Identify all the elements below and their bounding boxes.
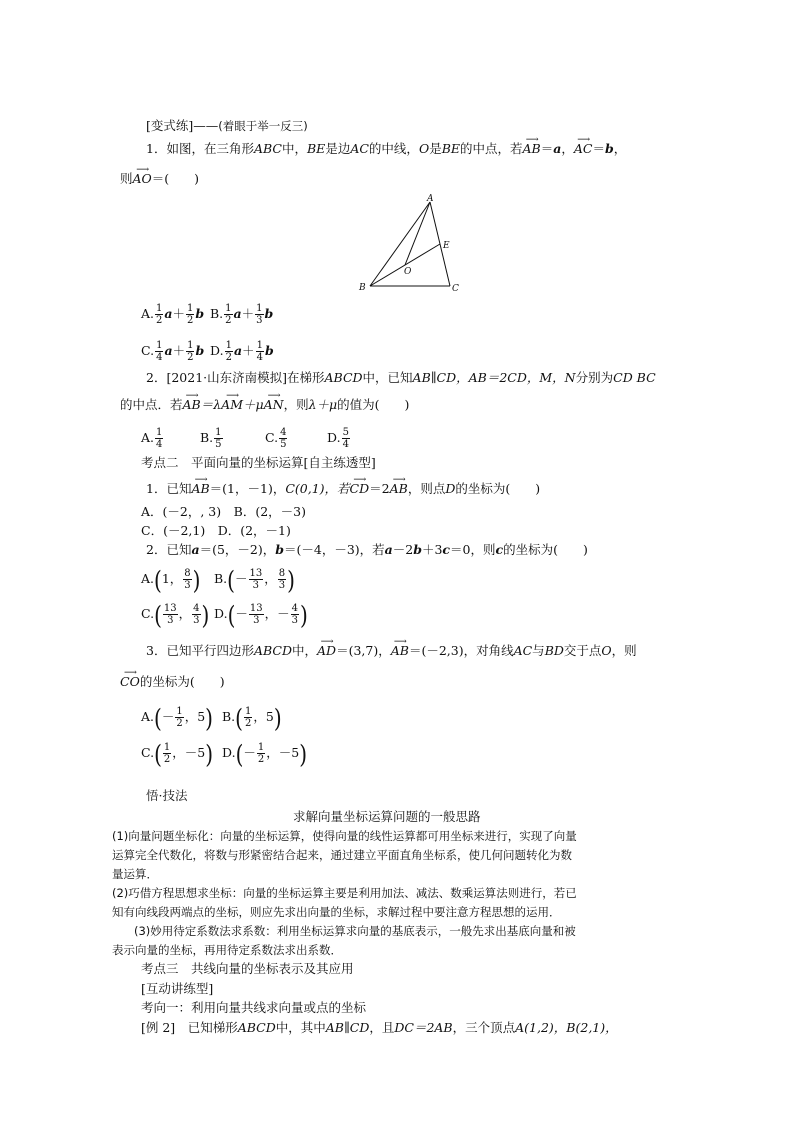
paren-left: (: [235, 702, 243, 733]
s2q2-a: a: [191, 542, 200, 557]
q1-vec-ab: ⟶ AB: [523, 141, 541, 157]
frac-den: 2: [176, 718, 183, 729]
opt-label: A.: [141, 430, 155, 445]
opt-post: ，－5: [172, 745, 206, 760]
opt-label: A.: [141, 306, 155, 321]
q2-plus: ＋μ: [243, 397, 264, 412]
s2q3-t3: ＝(－2,3)，对角线: [408, 643, 514, 658]
frac-num: 1: [257, 742, 265, 753]
label-o: O: [404, 267, 412, 277]
opt-label: D.: [327, 430, 341, 445]
opt-plus: ＋: [241, 306, 255, 321]
example-t3: ，三个顶点: [452, 1020, 516, 1035]
paren-left: (: [227, 599, 236, 630]
opt-pre: －: [235, 606, 248, 621]
s2q2-tail: 的坐标为( ): [503, 542, 588, 557]
method-p3b: 表示向量的坐标，再用待定系数法求出系数．: [112, 943, 342, 957]
s2q2-t2: ＝(－4，－3)，若: [283, 542, 385, 557]
opt-label: C.: [141, 343, 155, 358]
paren-left: (: [235, 738, 244, 769]
paren-left: (: [154, 564, 162, 595]
opt-post: ，5: [253, 709, 274, 724]
frac-num: 4: [193, 603, 200, 614]
frac-num: 1: [225, 340, 232, 351]
frac-den: 3: [278, 580, 286, 591]
q2-option-c[interactable]: [265, 427, 288, 450]
paren-right: ): [273, 702, 282, 733]
q1-ac: AC: [350, 141, 369, 156]
s2q3-abcd: ABCD: [253, 643, 292, 658]
s2q2-option-b[interactable]: [214, 564, 295, 595]
s2q3-tail: 的坐标为( ): [139, 674, 225, 689]
frac: [163, 742, 171, 765]
opt-label: B.: [214, 571, 228, 586]
opt-label: A.: [141, 571, 155, 586]
frac-den: 4: [156, 352, 163, 363]
frac: [224, 303, 232, 326]
q1-o: O: [418, 141, 430, 156]
q2-t1: 中，已知: [362, 370, 413, 385]
q2-vec-ab: ⟶ AB: [183, 397, 201, 413]
s2q1-t1: ＝(1，－1)，: [209, 481, 286, 496]
section-header-dash: ——: [193, 118, 219, 133]
frac-num: 1: [156, 340, 163, 351]
method-p3a: (3)妙用待定系数法求系数：利用坐标运算求向量的基底表示，一般先求出基底向量和被: [134, 924, 576, 938]
edge-ab: [370, 202, 430, 286]
q2-tail: 的值为( ): [337, 397, 410, 412]
opt-var: a: [164, 306, 173, 321]
frac-num: 1: [187, 340, 194, 351]
frac-den: 2: [257, 754, 265, 765]
q2-line2-post: ，则: [283, 397, 309, 412]
frac: [155, 340, 163, 363]
opt-label: D.: [214, 606, 228, 621]
frac: [225, 340, 233, 363]
q1-b: b: [605, 141, 614, 156]
method-label: 悟·技法: [146, 788, 188, 803]
s2q2-eq-c: c: [442, 542, 451, 557]
s2q2-p3: ＋3: [421, 542, 443, 557]
s2q2-option-a[interactable]: [141, 564, 201, 595]
q2-vec-an: ⟶ AN: [264, 397, 284, 413]
s2q1-line: [146, 481, 540, 497]
frac: [186, 303, 194, 326]
q2-cdbc: CD BC: [613, 370, 656, 385]
s2q3-t6: ，则: [611, 643, 637, 658]
method-title: 求解向量坐标运算问题的一般思路: [293, 809, 481, 824]
s2q1-options-ab[interactable]: A．(－2，, 3) B．(2，－3): [141, 504, 306, 519]
frac-den: 3: [291, 615, 299, 626]
s2q1-options-cd[interactable]: C．(－2,1) D．(2，－1): [141, 523, 291, 538]
q1-eq-a: ＝: [540, 141, 554, 156]
s2q1-tail: 的坐标为( ): [455, 481, 541, 496]
s2q2-line: [146, 542, 588, 558]
s2q1-c: C(0,1)，若: [285, 481, 350, 496]
opt-label: D.: [222, 745, 236, 760]
frac-num: 13: [163, 603, 177, 614]
opt-pre: －: [161, 709, 175, 724]
frac-den: 3: [184, 580, 191, 591]
q2-option-a[interactable]: [141, 427, 164, 450]
s2q2-t3: ＝0，则: [450, 542, 496, 557]
opt-plus: ＋: [172, 343, 186, 358]
s2q1-d: D: [445, 481, 456, 496]
q2-line2: [120, 397, 409, 413]
frac-num: 13: [249, 568, 263, 579]
opt-label: A.: [141, 709, 155, 724]
q1-t1: 中，: [281, 141, 307, 156]
example-t1: 中，其中: [275, 1020, 326, 1035]
q2-line1: [146, 370, 656, 386]
opt-label: D.: [210, 343, 224, 358]
frac-num: 1: [156, 427, 163, 438]
s2q1-vec-ab: ⟶ AB: [191, 481, 209, 497]
s2q1-lead: 1．已知: [146, 481, 192, 496]
s2q2-eq-b: b: [413, 542, 422, 557]
s2q3-t4: 与: [532, 643, 545, 658]
q1-vec-ac: ⟶ AC: [574, 141, 593, 157]
frac-den: 3: [252, 580, 260, 591]
opt-label: C.: [141, 745, 155, 760]
frac-den: 2: [225, 352, 232, 363]
paren-left: (: [227, 564, 235, 595]
opt-pre: 1，: [161, 571, 183, 586]
label-a: A: [427, 194, 434, 204]
frac-den: 2: [156, 315, 163, 326]
opt-var: b: [264, 306, 274, 321]
frac: [155, 427, 163, 450]
section3-title: 考点三 共线向量的坐标表示及其应用: [141, 961, 354, 976]
q2-line2-pre: 的中点．若: [120, 397, 183, 412]
q1-eq-b: ＝: [592, 141, 605, 156]
q1-comma: ，: [561, 141, 574, 156]
frac-den: 3: [167, 615, 174, 626]
method-p1b: 运算完全代数化，将数与形紧密结合起来，通过建立平面直角坐标系，使几何问题转化为数: [112, 848, 572, 862]
s2q2-m2: －2: [392, 542, 414, 557]
frac-den: 2: [225, 315, 232, 326]
frac-num: 5: [342, 427, 349, 438]
frac-den: 4: [342, 439, 349, 450]
frac-den: 4: [256, 352, 263, 363]
opt-label: C.: [265, 430, 279, 445]
example-abcd: ABCD: [237, 1020, 276, 1035]
s2q3-lead: 3．已知平行四边形: [146, 643, 254, 658]
frac: [249, 603, 264, 626]
q1-line2-pre: 则: [120, 171, 133, 186]
section-header: [146, 118, 308, 134]
section3-type: [互动讲练型]: [141, 981, 214, 996]
s2q3-line2: [120, 674, 225, 690]
frac: [192, 603, 200, 626]
opt-post: ，5: [184, 709, 206, 724]
frac: [175, 706, 183, 729]
opt-var: a: [233, 306, 242, 321]
opt-mid: ，: [264, 571, 277, 586]
s2q3-vec-ad: ⟶ AD: [317, 643, 336, 659]
paren-right: ): [299, 738, 308, 769]
s2q2-option-c[interactable]: [141, 599, 210, 630]
q1-line2: [120, 171, 199, 187]
q2-option-b[interactable]: [200, 427, 224, 450]
q1-abc: ABC: [253, 141, 282, 156]
s2q3-option-d[interactable]: [222, 738, 308, 769]
q1-t4: 是: [429, 141, 442, 156]
frac-num: 1: [215, 427, 222, 438]
frac: [342, 427, 350, 450]
frac-num: 4: [280, 427, 287, 438]
s2q3-bd: BD: [544, 643, 564, 658]
frac-num: 1: [187, 303, 194, 314]
section-header-motto: (着眼于举一反三): [218, 119, 308, 133]
opt-var: a: [233, 343, 243, 358]
opt-plus: ＋: [242, 343, 255, 358]
q1-vec-ao: ⟶ AO: [133, 171, 152, 187]
opt-var: a: [164, 343, 173, 358]
frac-den: 2: [163, 754, 171, 765]
frac-num: 1: [244, 706, 252, 717]
q2-eq: ＝λ: [200, 397, 222, 412]
s2q3-ac: AC: [513, 643, 533, 658]
q1-line1: [146, 141, 626, 157]
q1-be2: BE: [441, 141, 461, 156]
example-label: [例 2]: [141, 1020, 176, 1035]
q2-t2: 分别为: [575, 370, 614, 385]
q1-t3: 的中线，: [368, 141, 419, 156]
opt-pre: －: [243, 745, 256, 760]
paren-left: (: [154, 702, 162, 733]
s2q3-t1: 中，: [292, 643, 318, 658]
triangle-figure: [355, 192, 465, 296]
s2q2-lead: 2．已知: [146, 542, 192, 557]
paren-left: (: [154, 599, 162, 630]
q2-lead: 2．[2021·山东济南模拟]在梯形: [146, 370, 325, 385]
s2q3-t5: 交于点: [563, 643, 602, 658]
opt-mid: ，: [178, 606, 192, 621]
s2q1-vec-ab2: ⟶ AB: [390, 481, 408, 497]
example-cond: AB∥CD: [325, 1020, 370, 1035]
q2-option-d[interactable]: [327, 427, 351, 450]
opt-var: b: [195, 343, 205, 358]
frac-den: 3: [193, 615, 200, 626]
frac-num: 8: [278, 568, 286, 579]
frac: [279, 427, 287, 450]
frac: [214, 427, 222, 450]
q1-a: a: [553, 141, 562, 156]
paren-right: ): [300, 599, 308, 630]
s2q3-t2: ＝(3,7)，: [336, 643, 391, 658]
frac: [155, 303, 163, 326]
frac-num: 1: [176, 706, 183, 717]
method-p2b: 知有向线段两端点的坐标，则应先求出向量的坐标，求解过程中要注意方程思想的运用．: [112, 905, 561, 919]
q2-abcd: ABCD: [324, 370, 363, 385]
frac: [255, 303, 263, 326]
frac-num: 1: [163, 742, 171, 753]
opt-var: b: [264, 343, 274, 358]
s2q3-o: O: [601, 643, 612, 658]
q1-comma2: ，: [613, 141, 627, 156]
label-c: C: [452, 284, 459, 294]
frac-den: 2: [187, 352, 194, 363]
frac-den: 5: [280, 439, 287, 450]
frac-num: 1: [256, 303, 263, 314]
s2q1-eq: ＝2: [369, 481, 390, 496]
frac: [244, 706, 252, 729]
frac: [256, 340, 264, 363]
opt-var: b: [195, 306, 205, 321]
paren-right: ): [192, 564, 201, 595]
s2q3-line1: [146, 643, 637, 659]
s2q2-eq-a: a: [384, 542, 393, 557]
q1-option-c[interactable]: [141, 340, 204, 363]
s2q2-t1: ＝(5，－2)，: [199, 542, 276, 557]
section2-title: 考点二 平面向量的坐标运算[自主练透型]: [141, 455, 376, 470]
section-header-bracket: [变式练]: [146, 118, 194, 133]
paren-right: ): [205, 738, 214, 769]
frac: [249, 568, 264, 591]
q1-t5: 的中点，若: [460, 141, 523, 156]
q1-option-b[interactable]: [210, 303, 273, 326]
q1-t2: 是边: [325, 141, 351, 156]
s2q1-t2: ，则点: [407, 481, 446, 496]
label-b: B: [359, 283, 366, 293]
opt-mid: ，－: [264, 606, 290, 621]
opt-label: B.: [210, 306, 224, 321]
s2q2-c: c: [495, 542, 504, 557]
example-t2: ，且: [369, 1020, 395, 1035]
s2q3-option-c[interactable]: [141, 738, 214, 769]
paren-left: (: [154, 738, 162, 769]
frac-num: 1: [156, 303, 163, 314]
s2q1-vec-cd: ⟶ CD: [350, 481, 370, 497]
section3-direction: 考向一：利用向量共线求向量或点的坐标: [141, 1000, 367, 1015]
method-p2a: (2)巧借方程思想求坐标：向量的坐标运算主要是利用加法、减法、数乘运算法则进行，若已: [112, 886, 577, 900]
label-e: E: [443, 241, 450, 251]
frac: [278, 568, 286, 591]
frac-den: 3: [256, 315, 263, 326]
frac-num: 1: [225, 303, 232, 314]
example-2-line: [141, 1020, 618, 1036]
paren-right: ): [287, 564, 295, 595]
q1-lead: 1．如图，在三角形: [146, 141, 254, 156]
example-text: 已知梯形: [187, 1020, 238, 1035]
opt-plus: ＋: [172, 306, 186, 321]
s2q3-option-a[interactable]: [141, 702, 213, 733]
frac-den: 2: [187, 315, 194, 326]
s2q2-b: b: [275, 542, 284, 557]
method-p1c: 量运算．: [112, 867, 158, 881]
q2-vec-am: ⟶ AM: [221, 397, 243, 413]
q1-option-d[interactable]: [210, 340, 274, 363]
frac-den: 2: [244, 718, 252, 729]
frac-num: 4: [291, 603, 299, 614]
paren-right: ): [205, 702, 213, 733]
opt-label: B.: [222, 709, 236, 724]
frac: [257, 742, 265, 765]
frac-den: 3: [253, 615, 260, 626]
s2q3-option-b[interactable]: [222, 702, 282, 733]
opt-label: B.: [200, 430, 214, 445]
opt-pre: －: [234, 571, 248, 586]
frac: [186, 340, 194, 363]
q2-expr: λ＋μ: [308, 397, 338, 412]
frac-den: 4: [156, 439, 163, 450]
frac: [291, 603, 299, 626]
frac: [183, 568, 191, 591]
method-p1a: (1)向量问题坐标化：向量的坐标运算，使得向量的线性运算都可用坐标来进行，实现了向量: [112, 829, 577, 843]
example-cond2: DC＝2AB: [394, 1020, 453, 1035]
frac-den: 5: [215, 439, 222, 450]
frac: [163, 603, 178, 626]
opt-label: C.: [141, 606, 155, 621]
frac-num: 13: [249, 603, 263, 614]
segment-ao: [405, 202, 430, 265]
q1-option-a[interactable]: [141, 303, 204, 326]
opt-post: ，－5: [266, 745, 300, 760]
s2q2-option-d[interactable]: [214, 599, 308, 630]
q2-cond: AB∥CD，AB＝2CD，M，N: [412, 370, 576, 385]
s2q3-vec-ab: ⟶ AB: [391, 643, 409, 659]
example-points: A(1,2)，B(2,1)，: [515, 1020, 618, 1035]
frac-num: 8: [184, 568, 191, 579]
q1-line2-post: ＝( ): [151, 171, 200, 186]
q1-be: BE: [307, 141, 326, 156]
s2q3-vec-co: ⟶ CO: [120, 674, 140, 690]
frac-num: 1: [256, 340, 263, 351]
paren-right: ): [201, 599, 210, 630]
